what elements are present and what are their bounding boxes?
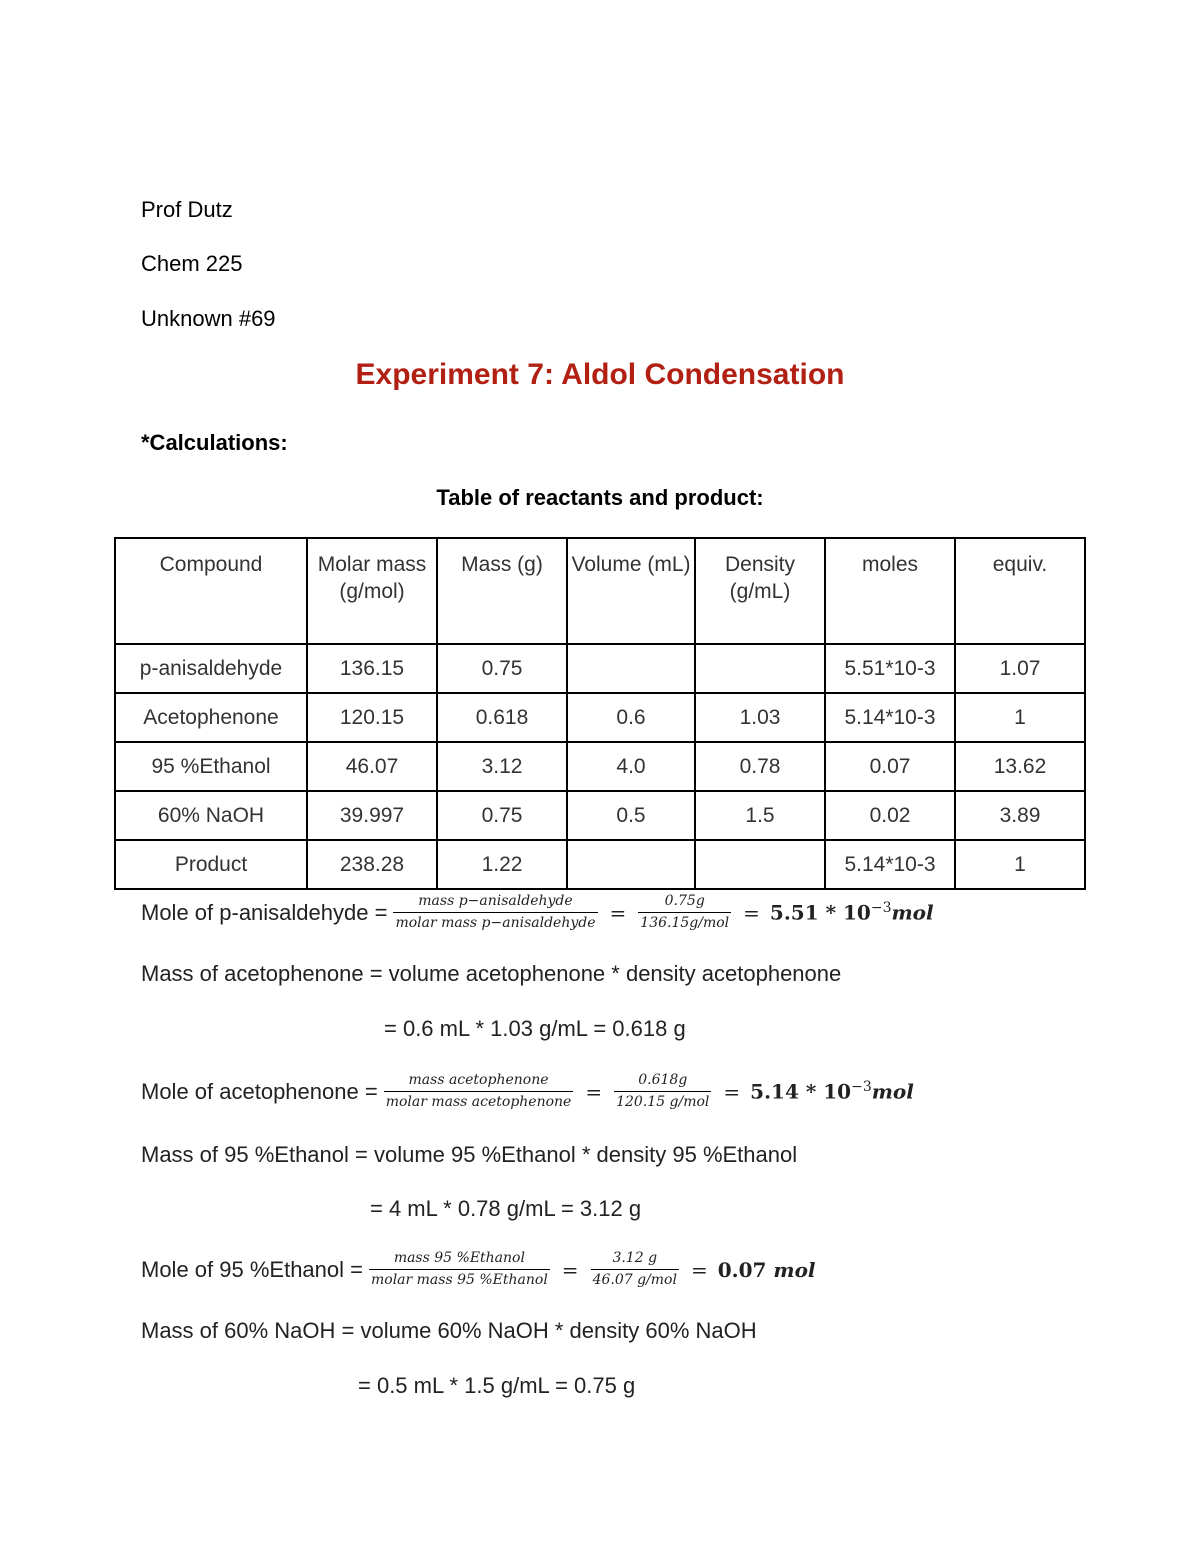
table-cell: 0.07 — [825, 742, 955, 791]
document-title: Experiment 7: Aldol Condensation — [355, 358, 845, 391]
header-molar-mass: Molar mass (g/mol) — [307, 538, 437, 644]
table-header-row — [115, 538, 1085, 644]
professor-name: Prof Dutz — [141, 197, 233, 222]
table-cell: 1.22 — [437, 840, 567, 889]
table-row — [115, 742, 1085, 791]
result-value: 5.51 * 10 — [769, 900, 871, 925]
compound-name-cell: 95 %Ethanol — [115, 742, 307, 791]
table-cell: 5.51*10-3 — [825, 644, 955, 693]
reactants-table — [114, 537, 1086, 890]
fraction — [384, 1072, 574, 1111]
fraction — [393, 893, 597, 932]
fraction-denominator: molar mass acetophenone — [385, 1094, 572, 1110]
mass-ethanol-formula: Mass of 95 %Ethanol = volume 95 %Ethanol * density 95 %Ethanol — [141, 1142, 798, 1167]
fraction — [638, 893, 731, 932]
result-unit: mol — [773, 1257, 816, 1282]
table-cell: 1.03 — [695, 693, 825, 742]
table-cell: 0.78 — [695, 742, 825, 791]
fraction — [591, 1250, 679, 1289]
result-value: 0.07 — [717, 1257, 767, 1282]
table-cell — [567, 644, 695, 693]
table-cell: 0.02 — [825, 791, 955, 840]
fraction-bar — [369, 1269, 550, 1270]
equals-sign: = — [723, 1079, 741, 1104]
header-mass: Mass (g) — [437, 538, 567, 644]
table-cell: 0.75 — [437, 644, 567, 693]
equation-label: Mole of p-anisaldehyde = — [141, 899, 388, 925]
header-moles: moles — [825, 538, 955, 644]
mass-acetophenone-value: = 0.6 mL * 1.03 g/mL = 0.618 g — [384, 1016, 686, 1041]
header-equiv: equiv. — [955, 538, 1085, 644]
result-unit: mol — [891, 900, 934, 925]
table-caption: Table of reactants and product: — [436, 485, 764, 510]
fraction-numerator: 0.75g — [664, 893, 705, 909]
fraction-numerator: mass 95 %Ethanol — [393, 1250, 525, 1266]
equals-sign: = — [743, 900, 760, 925]
fraction — [369, 1250, 550, 1289]
table-cell: 5.14*10-3 — [825, 840, 955, 889]
equals-sign: = — [609, 900, 627, 925]
table-cell: 1 — [955, 840, 1085, 889]
table-cell: 4.0 — [567, 742, 695, 791]
table-cell: 120.15 — [307, 693, 437, 742]
mass-naoh-value: = 0.5 mL * 1.5 g/mL = 0.75 g — [358, 1373, 636, 1398]
fraction-denominator: 46.07 g/mol — [592, 1272, 677, 1288]
result-value: 5.14 * 10 — [750, 1079, 852, 1104]
table-cell: 1.07 — [955, 644, 1085, 693]
table-cell: 0.6 — [567, 693, 695, 742]
equation-mole-acetophenone — [141, 1072, 914, 1111]
table-cell: 39.997 — [307, 791, 437, 840]
fraction — [614, 1072, 711, 1111]
table-cell: 1.5 — [695, 791, 825, 840]
mass-acetophenone-formula: Mass of acetophenone = volume acetophenone * density acetophenone — [141, 961, 842, 986]
compound-name-cell: 60% NaOH — [115, 791, 307, 840]
equals-sign: = — [561, 1257, 579, 1282]
fraction-bar — [591, 1269, 679, 1270]
equation-result — [750, 1079, 914, 1104]
fraction-bar — [384, 1091, 574, 1092]
table-cell: 3.12 — [437, 742, 567, 791]
table-cell: 0.5 — [567, 791, 695, 840]
equation-mole-anisaldehyde — [141, 893, 934, 932]
compound-name-cell: p-anisaldehyde — [115, 644, 307, 693]
fraction-numerator: mass acetophenone — [408, 1072, 549, 1088]
equation-result — [770, 900, 934, 925]
table-cell: 13.62 — [955, 742, 1085, 791]
header-density: Density (g/mL) — [695, 538, 825, 644]
table-cell — [695, 840, 825, 889]
table-row — [115, 791, 1085, 840]
fraction-numerator: 0.618g — [638, 1072, 688, 1088]
fraction-denominator: 136.15g/mol — [640, 915, 730, 931]
table-cell: 3.89 — [955, 791, 1085, 840]
equation-label: Mole of acetophenone = — [141, 1078, 378, 1104]
compound-name-cell: Product — [115, 840, 307, 889]
table-cell: 238.28 — [307, 840, 437, 889]
compound-name-cell: Acetophenone — [115, 693, 307, 742]
fraction-numerator: mass p−anisaldehyde — [418, 893, 573, 909]
fraction-denominator: 120.15 g/mol — [616, 1094, 710, 1110]
header-volume: Volume (mL) — [567, 538, 695, 644]
result-exponent: −3 — [870, 900, 892, 917]
equals-sign: = — [690, 1257, 708, 1282]
fraction-bar — [393, 912, 597, 913]
table-cell — [695, 644, 825, 693]
table-row — [115, 644, 1085, 693]
table-cell: 1 — [955, 693, 1085, 742]
unknown-number: Unknown #69 — [141, 306, 276, 331]
fraction-bar — [638, 912, 731, 913]
mass-naoh-formula: Mass of 60% NaOH = volume 60% NaOH * density 60% NaOH — [141, 1318, 757, 1343]
table-cell: 0.618 — [437, 693, 567, 742]
calculations-heading: *Calculations: — [141, 430, 288, 455]
course-name: Chem 225 — [141, 251, 243, 276]
table-cell — [567, 840, 695, 889]
fraction-bar — [614, 1091, 711, 1092]
equation-mole-ethanol — [141, 1250, 816, 1289]
header-compound: Compound — [115, 538, 307, 644]
fraction-denominator: molar mass p−anisaldehyde — [395, 915, 596, 931]
table-cell: 5.14*10-3 — [825, 693, 955, 742]
result-unit: mol — [871, 1079, 914, 1104]
table-row — [115, 840, 1085, 889]
equation-result — [718, 1258, 816, 1282]
table-row — [115, 693, 1085, 742]
equals-sign: = — [585, 1079, 603, 1104]
fraction-numerator: 3.12 g — [612, 1250, 658, 1266]
fraction-denominator: molar mass 95 %Ethanol — [370, 1272, 548, 1288]
equation-label: Mole of 95 %Ethanol = — [141, 1256, 363, 1282]
mass-ethanol-value: = 4 mL * 0.78 g/mL = 3.12 g — [370, 1196, 642, 1221]
result-exponent: −3 — [851, 1079, 872, 1096]
table-cell: 136.15 — [307, 644, 437, 693]
table-cell: 46.07 — [307, 742, 437, 791]
table-cell: 0.75 — [437, 791, 567, 840]
